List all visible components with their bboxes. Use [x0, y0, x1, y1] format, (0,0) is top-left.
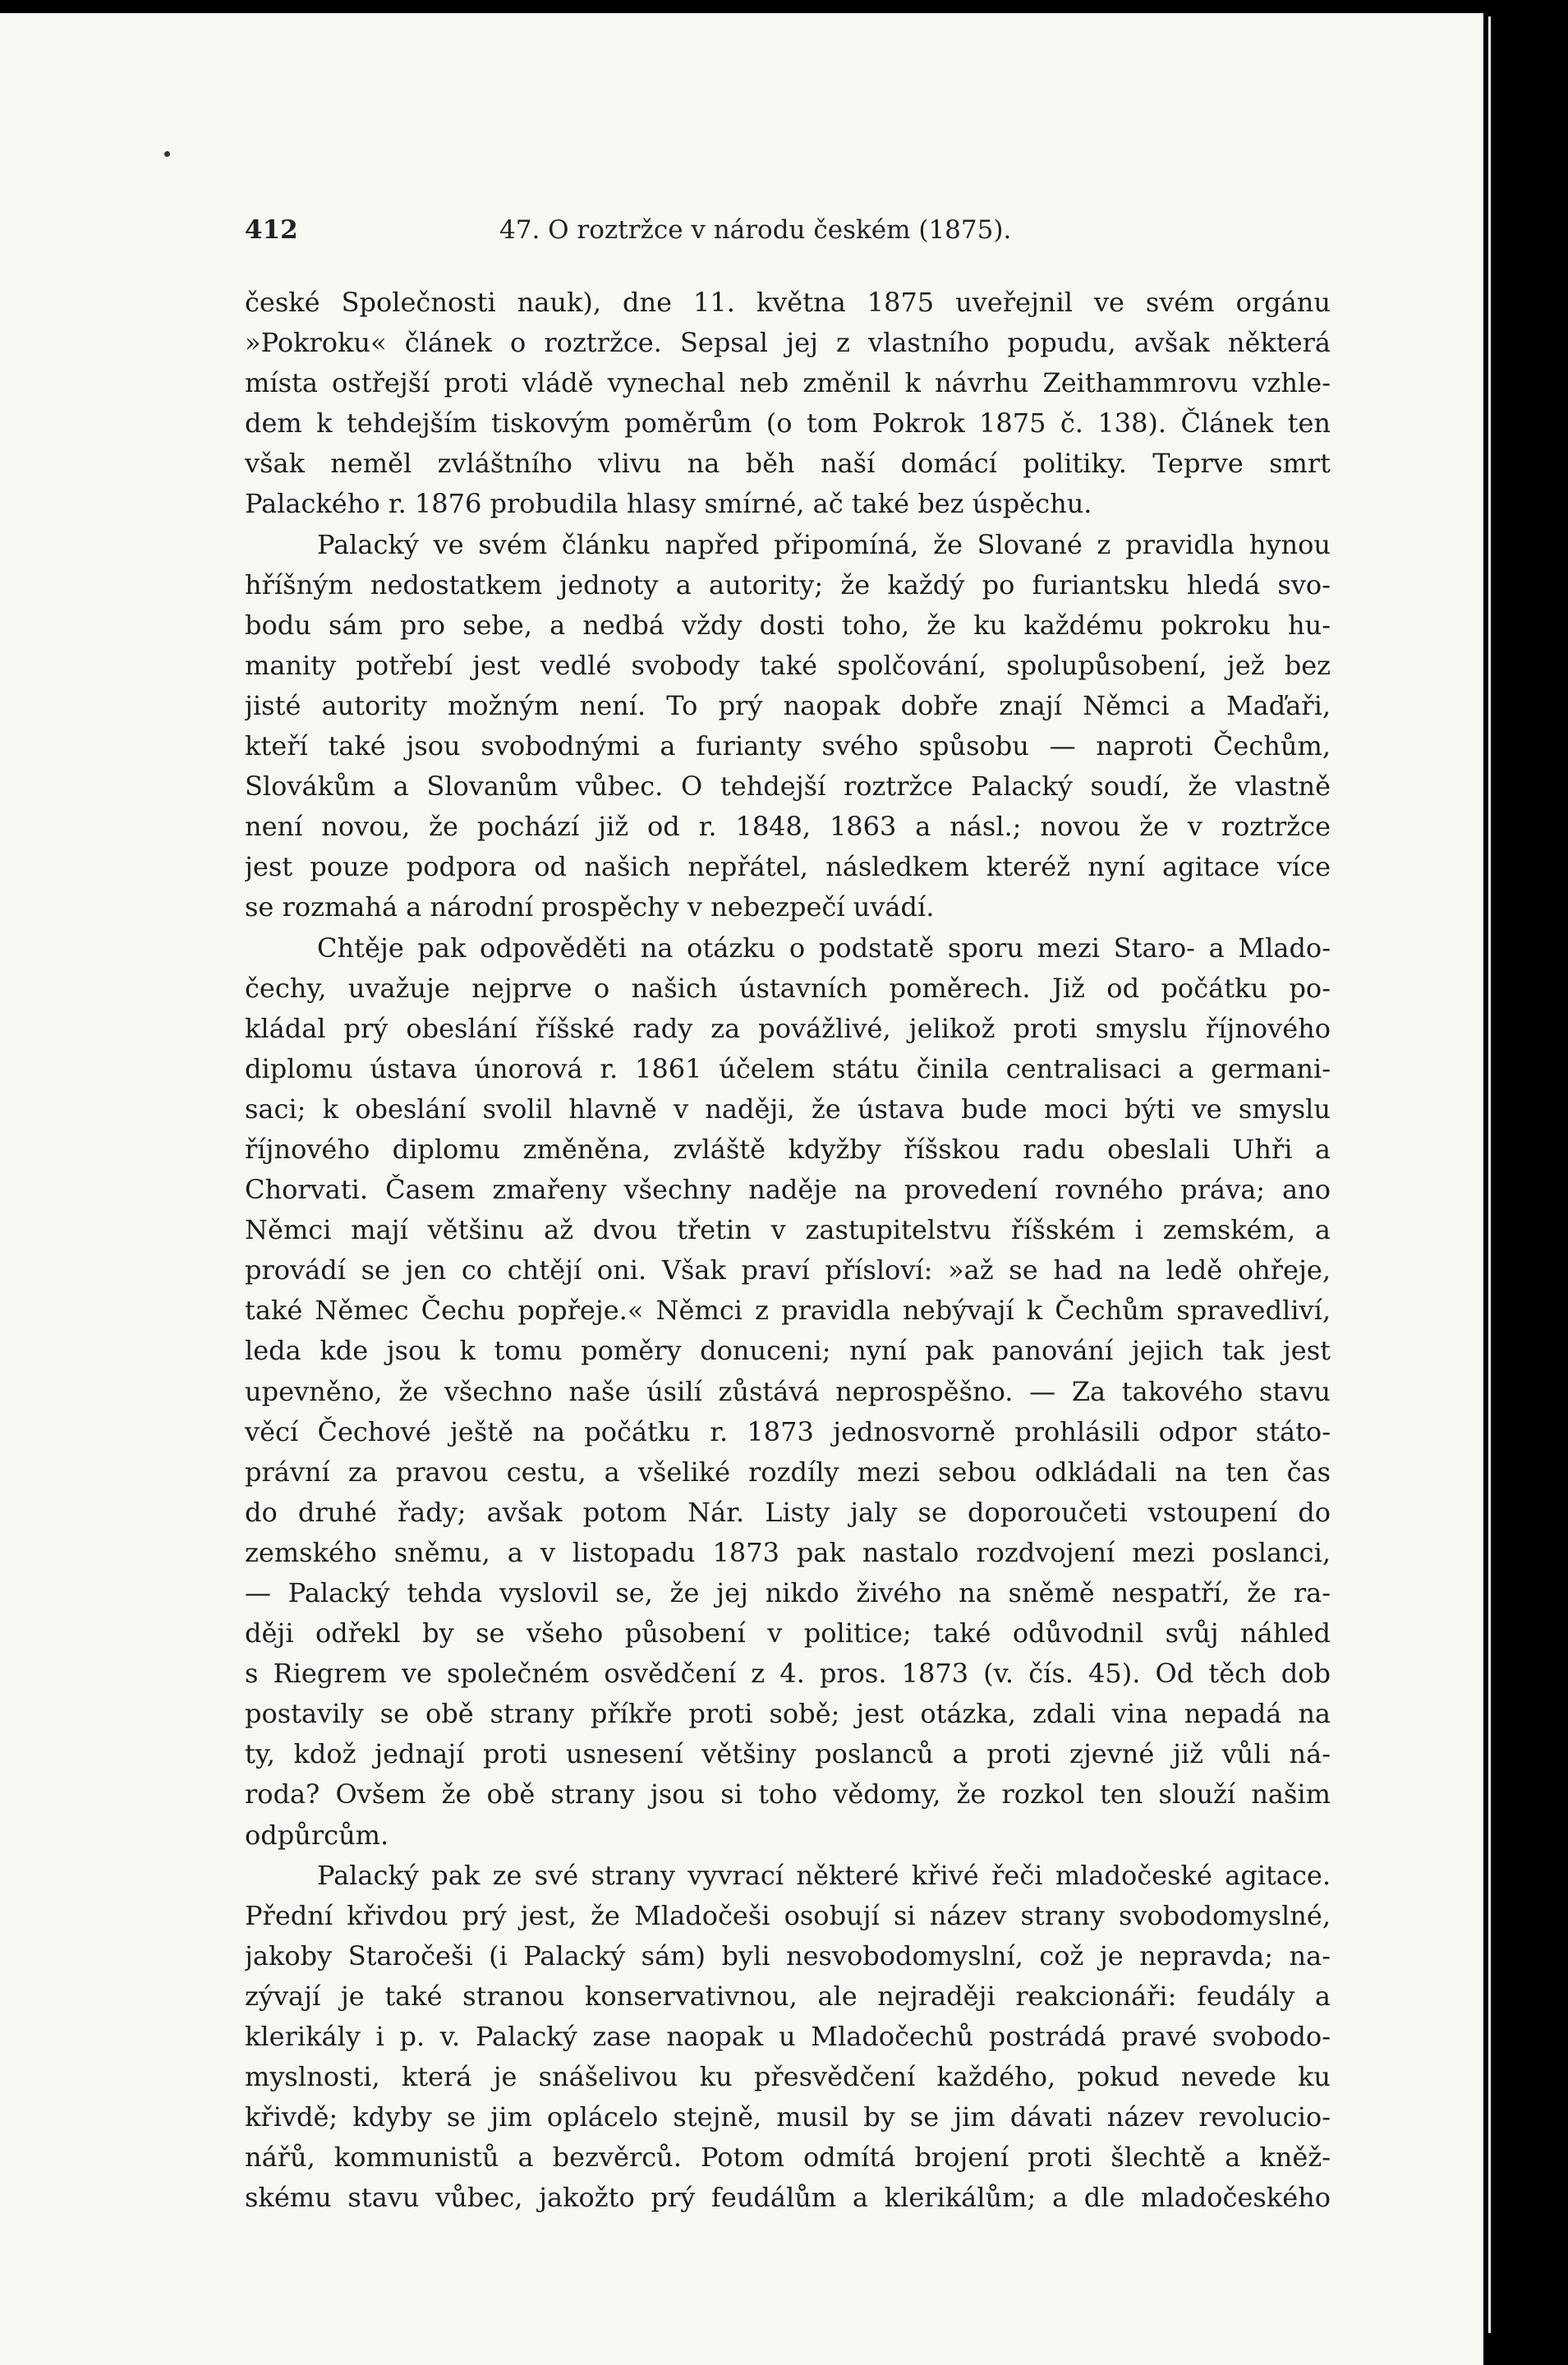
text-line: jest pouze podpora od našich nepřátel, následkem kteréž nyní agitace více — [245, 851, 1331, 883]
text-line: čechy, uvažuje nejprve o našich ústavních poměrech. Již od počátku po- — [245, 972, 1331, 1004]
text-line: Chorvati. Časem zmařeny všechny naděje na provedení rovného práva; ano — [245, 1174, 1331, 1206]
text-line: »Pokroku« článek o roztržce. Sepsal jej z vlastního popudu, avšak některá — [245, 327, 1331, 359]
body-text — [245, 283, 1331, 2219]
text-line: kteří také jsou svobodnými a furianty svého spůsobu — naproti Čechům, — [245, 730, 1331, 762]
text-line: není novou, že pochází již od r. 1848, 1863 a násl.; novou že v roztržce — [245, 811, 1331, 843]
text-line: skému stavu vůbec, jakožto prý feudálům a klerikálům; a dle mladočeského — [245, 2182, 1331, 2214]
text-line: Palackého r. 1876 probudila hlasy smírné, ač také bez úspěchu. — [245, 488, 1092, 520]
text-line: zývají je také stranou konservativnou, ale nejraději reakcionáři: feudály a — [245, 1980, 1331, 2012]
text-line: věcí Čechové ještě na počátku r. 1873 jednosvorně prohlásili odpor státo- — [245, 1415, 1331, 1447]
text-line: jisté autority možným není. To prý naopak dobře znají Němci a Maďaři, — [245, 689, 1331, 721]
text-line: místa ostřejší proti vládě vynechal neb změnil k návrhu Zeithammrovu vzhle- — [245, 367, 1331, 399]
text-line: upevněno, že všechno naše úsilí zůstává neprospěšno. — Za takového stavu — [245, 1375, 1331, 1407]
text-line: Slovákům a Slovanům vůbec. O tehdejší roztržce Palacký soudí, že vlastně — [245, 771, 1331, 803]
text-line: klerikály i p. v. Palacký zase naopak u Mladočechů postrádá pravé svobodo- — [245, 2021, 1331, 2053]
text-line: zemského sněmu, a v listopadu 1873 pak nastalo rozdvojení mezi poslanci, — [245, 1536, 1331, 1568]
text-line: odpůrcům. — [245, 1819, 389, 1851]
text-line: Němci mají většinu až dvou třetin v zastupitelstvu říšském i zemském, a — [245, 1214, 1331, 1246]
text-line: leda kde jsou k tomu poměry donuceni; nyní pak panování jejich tak jest — [245, 1335, 1331, 1367]
page-number: 412 — [245, 215, 298, 245]
text-line: bodu sám pro sebe, a nedbá vždy dosti toho, že ku každému pokroku hu- — [245, 609, 1331, 641]
text-line: křivdě; kdyby se jim oplácelo stejně, musil by se jim dávati název revolucio- — [245, 2101, 1331, 2133]
running-header — [245, 215, 1329, 256]
text-line: jakoby Staročeši (i Palacký sám) byli nesvobodomyslní, což je nepravda; na- — [245, 1939, 1331, 1972]
text-line: nářů, kommunistů a bezvěrců. Potom odmítá brojení proti šlechtě a kněž- — [245, 2142, 1331, 2174]
running-title: 47. O roztržce v národu českém (1875). — [499, 215, 1012, 245]
paragraph-start-line: Palacký pak ze své strany vyvrací některé křivé řeči mladočeské agitace. — [317, 1859, 1331, 1891]
text-line: do druhé řady; avšak potom Nár. Listy jaly se doporoučeti vstoupení do — [245, 1496, 1331, 1528]
text-line: myslnosti, která je snášelivou ku přesvědčení každého, pokud nevede ku — [245, 2061, 1331, 2093]
text-line: roda? Ovšem že obě strany jsou si toho vědomy, že rozkol ten slouží našim — [245, 1778, 1331, 1811]
text-line: se rozmahá a národní prospěchy v nebezpečí uvádí. — [245, 891, 935, 923]
text-line: s Riegrem ve společném osvědčení z 4. pros. 1873 (v. čís. 45). Od těch dob — [245, 1658, 1331, 1690]
paragraph-start-line: Palacký ve svém článku napřed připomíná, že Slované z pravidla hynou — [317, 528, 1331, 560]
text-line: — Palacký tehda vyslovil se, že jej nikdo živého na sněmě nespatří, že ra- — [245, 1577, 1331, 1608]
text-line: hříšným nedostatkem jednoty a autority; že každý po furiantsku hledá svo- — [245, 568, 1331, 600]
text-line: diplomu ústava únorová r. 1861 účelem státu činila centralisaci a germani- — [245, 1052, 1331, 1084]
text-line: ty, kdož jednají proti usnesení většiny poslanců a proti zjevné již vůli ná- — [245, 1738, 1331, 1770]
text-line: kládal prý obeslání říšské rady za povážlivé, jelikož proti smyslu říjnového — [245, 1012, 1331, 1044]
text-line: také Němec Čechu popřeje.« Němci z pravidla nebývají k Čechům spravedliví, — [245, 1295, 1331, 1327]
text-line: dem k tehdejším tiskovým poměrům (o tom Pokrok 1875 č. 138). Článek ten — [245, 407, 1331, 439]
text-line: manity potřebí jest vedlé svobody také spolčování, spolupůsobení, jež bez — [245, 649, 1331, 681]
page-edge-line — [1488, 16, 1491, 2333]
text-line: právní za pravou cestu, a všeliké rozdíly mezi sebou odkládali na ten čas — [245, 1456, 1331, 1488]
text-line: provádí se jen co chtějí oni. Však praví přísloví: »až se had na ledě ohřeje, — [245, 1254, 1331, 1286]
text-line: saci; k obeslání svolil hlavně v naději, že ústava bude moci býti ve smyslu — [245, 1093, 1331, 1125]
text-line: však neměl zvláštního vlivu na běh naší domácí politiky. Teprve smrt — [245, 448, 1331, 480]
text-line: Přední křivdou prý jest, že Mladočeši osobují si název strany svobodomyslné, — [245, 1899, 1331, 1931]
text-line: postavily se obě strany příkře proti sobě; jest otázka, zdali vina nepadá na — [245, 1698, 1331, 1730]
text-line: ději odřekl by se všeho působení v politice; také odůvodnil svůj náhled — [245, 1617, 1331, 1650]
ink-speck — [164, 151, 170, 157]
text-line: české Společnosti nauk), dne 11. května 1875 uveřejnil ve svém orgánu — [245, 287, 1331, 318]
text-line: říjnového diplomu změněna, zvláště kdyžby říšskou radu obeslali Uhři a — [245, 1133, 1331, 1165]
paragraph-start-line: Chtěje pak odpověděti na otázku o podstatě sporu mezi Staro- a Mlado- — [317, 932, 1331, 964]
page-edge-shadow — [1483, 0, 1568, 2365]
